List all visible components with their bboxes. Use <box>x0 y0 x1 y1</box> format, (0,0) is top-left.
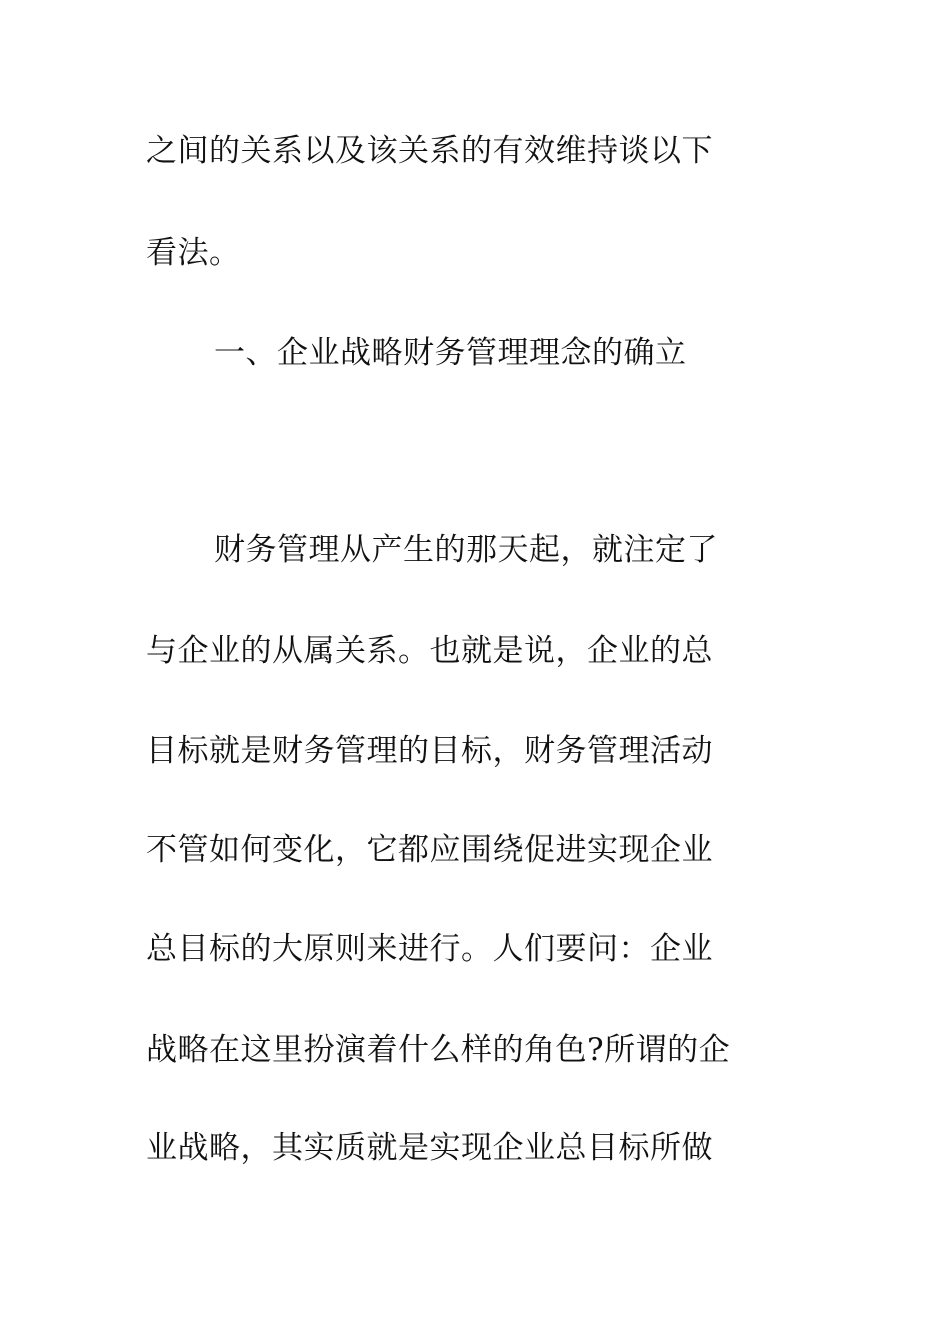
paragraph-line-4: 不管如何变化，它都应围绕促进实现企业 <box>146 832 713 868</box>
paragraph-line-6: 战略在这里扮演着什么样的角色?所谓的企 <box>146 1032 731 1068</box>
paragraph-line-1: 财务管理从产生的那天起，就注定了 <box>214 532 718 568</box>
text-line-2: 看法。 <box>146 235 241 271</box>
paragraph-line-2: 与企业的从属关系。也就是说，企业的总 <box>146 633 713 669</box>
paragraph-line-7: 业战略，其实质就是实现企业总目标所做 <box>146 1130 713 1166</box>
section-heading: 一、企业战略财务管理理念的确立 <box>214 335 687 371</box>
paragraph-line-3: 目标就是财务管理的目标，财务管理活动 <box>146 733 713 769</box>
text-line-1: 之间的关系以及该关系的有效维持谈以下 <box>146 133 713 169</box>
paragraph-line-5: 总目标的大原则来进行。人们要问：企业 <box>146 931 713 967</box>
